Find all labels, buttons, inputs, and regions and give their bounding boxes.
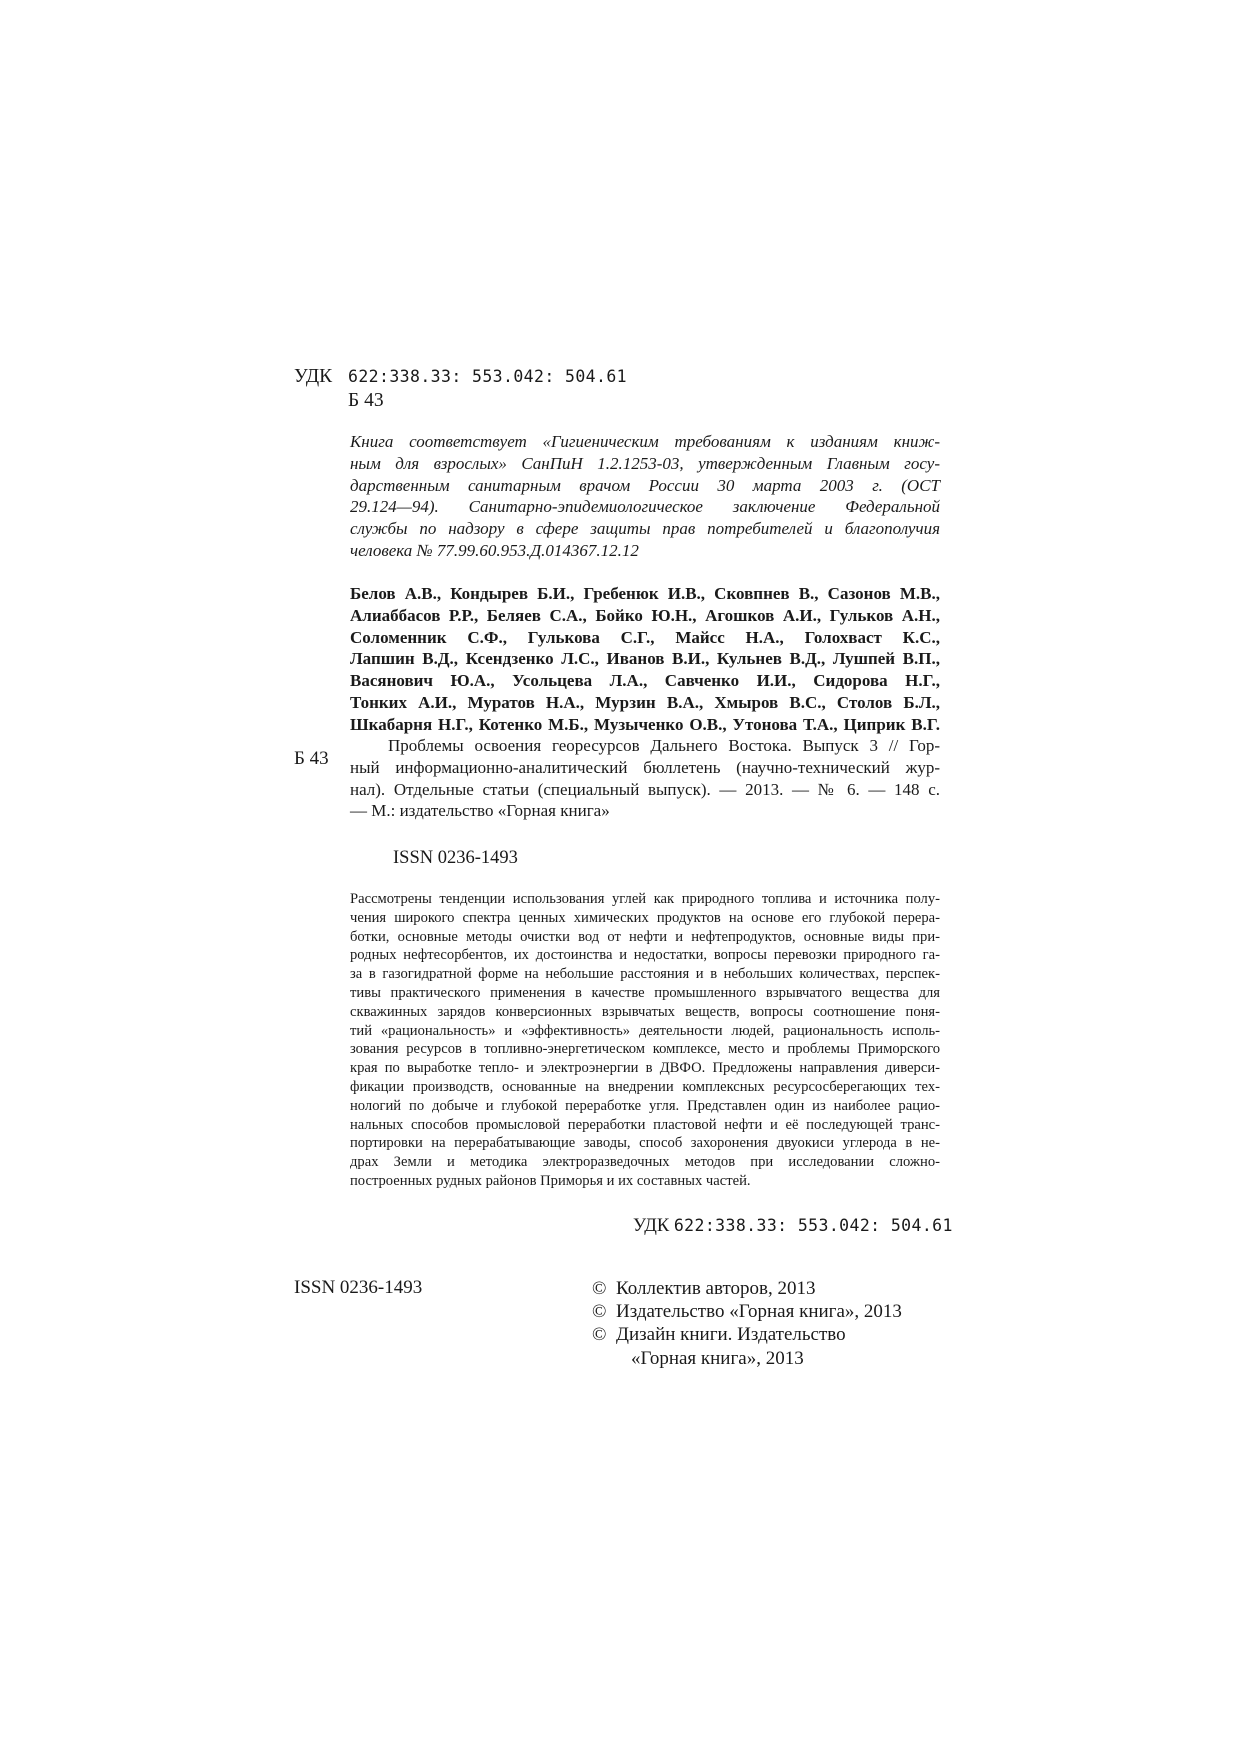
author-line: Тонких А.И., Муратов Н.А., Мурзин В.А., Хмыров В.С., Столов Б.Л., — [350, 692, 940, 712]
abstract-line: драх Земли и методика электроразведочных методов при исследовании сложно- — [350, 1154, 940, 1171]
author-list — [350, 583, 940, 736]
bibliographic-description — [350, 735, 940, 822]
abstract-line: нальных способов промысловой переработки пластовой нефти и её последующей транс- — [350, 1116, 940, 1133]
issn-bottom: ISSN 0236-1493 — [294, 1277, 423, 1298]
author-line: Шкабарня Н.Г., Котенко М.Б., Музыченко О.В., Утонова Т.А., Циприк В.Г. — [350, 714, 940, 734]
author-line: Белов А.В., Кондырев Б.И., Гребенюк И.В., Сковпнев В., Сазонов М.В., — [350, 584, 940, 603]
abstract-line: тивы практического применения в качестве промышленного взрывчатого вещества для — [350, 984, 940, 1001]
hygiene-notice — [350, 431, 940, 562]
copyright-mark: © — [592, 1324, 607, 1346]
index-code-top: Б 43 — [348, 390, 384, 411]
description-line: Проблемы освоения георесурсов Дальнего Востока. Выпуск 3 // Гор- — [388, 736, 940, 755]
abstract-line: ботки, основные методы очистки вод от нефти и нефтепродуктов, основные виды при- — [350, 928, 940, 945]
hygiene-line: ным для взрослых» СанПиН 1.2.1253-03, утвержденным Главным госу- — [350, 453, 940, 473]
issn-top: ISSN 0236-1493 — [393, 848, 518, 868]
abstract-line: тий «рациональность» и «эффективность» деятельности людей, рациональность исполь- — [350, 1022, 940, 1039]
description-line: — М.: издательство «Горная книга» — [350, 801, 610, 821]
copyright-line — [592, 1277, 902, 1300]
udk-code: 622:338.33: 553.042: 504.61 — [673, 1216, 953, 1235]
abstract-line: за в газогидратной форме на небольшие расстояния и в небольших количествах, перспек- — [350, 966, 940, 983]
author-line: Васянович Ю.А., Усольцева Л.А., Савченко И.И., Сидорова Н.Г., — [350, 671, 940, 691]
udk-header — [294, 366, 627, 388]
abstract-line: края по выработке тепло- и электроэнергии в ДВФО. Предложены направления диверси- — [350, 1060, 940, 1077]
hygiene-line: Книга соответствует «Гигиеническим требованиям к изданиям книж- — [350, 432, 940, 451]
abstract-line: фикации производств, основанные на внедрении комплексных ресурсосберегающих тех- — [350, 1078, 940, 1095]
abstract-line: родных нефтесорбентов, их достоинства и недостатки, вопросы перевозки природного га- — [350, 947, 940, 964]
copyright-text: Коллектив авторов, 2013 — [616, 1278, 816, 1299]
abstract-line: нологий по добыче и глубокой переработке угля. Представлен один из наиболее рацио- — [350, 1097, 940, 1114]
abstract-line: Рассмотрены тенденции использования углей как природного топлива и источника полу- — [350, 891, 940, 907]
copyright-line — [592, 1300, 902, 1323]
author-line: Соломенник С.Ф., Гулькова С.Г., Майсс Н.А., Голохваст К.С., — [350, 627, 940, 647]
hygiene-line: службы по надзору в сфере защиты прав потребителей и благополучия — [350, 519, 940, 539]
udk-footer — [633, 1216, 953, 1237]
copyright-text: Издательство «Горная книга», 2013 — [616, 1301, 902, 1323]
copyright-line — [592, 1323, 902, 1346]
copyright-block — [592, 1277, 902, 1370]
udk-label: УДК — [633, 1216, 670, 1236]
copyright-text: Дизайн книги. Издательство — [616, 1324, 846, 1346]
udk-code: 622:338.33: 553.042: 504.61 — [348, 367, 628, 386]
abstract-line: зования ресурсов в топливно-энергетическом комплексе, место и проблемы Приморского — [350, 1041, 940, 1058]
copyright-mark: © — [592, 1301, 607, 1323]
abstract-line: чения широкого спектра ценных химических продуктов на основе его глубокой перера- — [350, 909, 940, 926]
abstract-line: построенных рудных районов Приморья и их составных частей. — [350, 1172, 751, 1189]
author-line: Лапшин В.Д., Ксендзенко Л.С., Иванов В.И., Кульнев В.Д., Лушпей В.П., — [350, 649, 940, 669]
hygiene-line: дарственным санитарным врачом России 30 марта 2003 г. (ОСТ — [350, 475, 940, 495]
index-code-side: Б 43 — [294, 748, 329, 769]
description-line: нал). Отдельные статьи (специальный выпуск). — 2013. — № 6. — 148 с. — [350, 779, 940, 799]
copyright-continuation: «Горная книга», 2013 — [631, 1347, 804, 1369]
author-line: Алиаббасов Р.Р., Беляев С.А., Бойко Ю.Н., Агошков А.И., Гульков А.Н., — [350, 605, 940, 625]
abstract — [350, 890, 940, 1191]
hygiene-line: человека № 77.99.60.953.Д.014367.12.12 — [350, 540, 639, 560]
abstract-line: портировки на перерабатывающие заводы, способ захоронения двуокиси углерода в не- — [350, 1135, 940, 1152]
udk-label: УДК — [294, 366, 333, 387]
description-line: ный информационно-аналитический бюллетень (научно-технический жур- — [350, 757, 940, 777]
copyright-mark: © — [592, 1278, 607, 1299]
hygiene-line: 29.124—94). Санитарно-эпидемиологическое заключение Федеральной — [350, 497, 940, 517]
abstract-line: скважинных зарядов конверсионных взрывчатых веществ, вопросы соотношение поня- — [350, 1003, 940, 1020]
